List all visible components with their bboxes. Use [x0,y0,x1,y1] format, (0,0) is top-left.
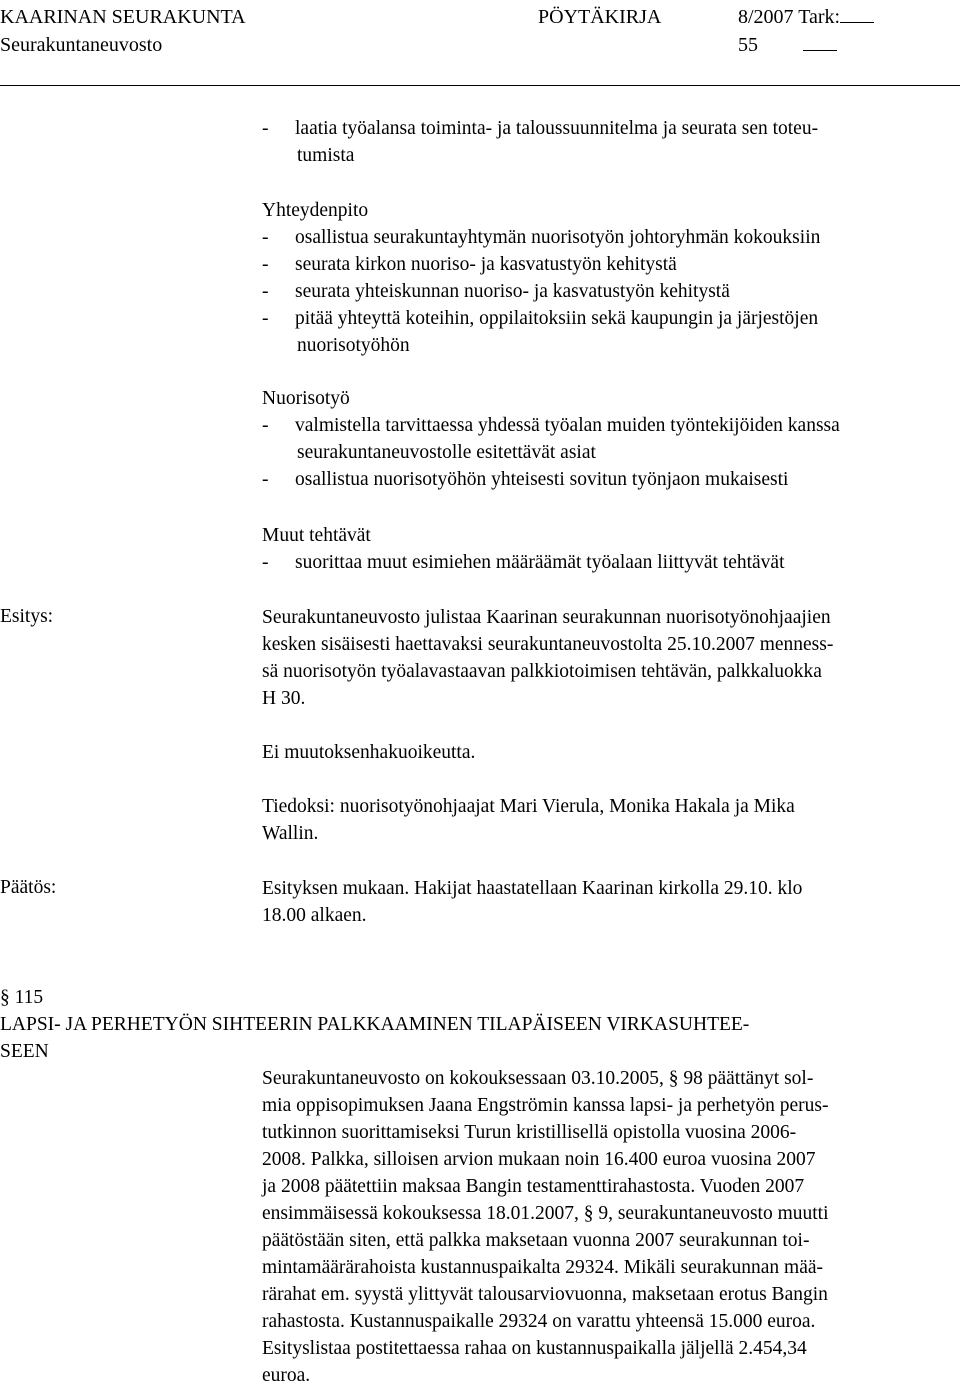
header-page [738,32,837,58]
paragraph-line: ensimmäisessä kokouksessa 18.01.2007, § 9, seurakuntaneuvosto muutti [262,1203,829,1224]
paragraph-line: sä nuorisotyön työalavastaavan palkkiotoimisen tehtävän, palkkaluokka [262,661,822,682]
section-yhteydenpito [262,197,820,359]
esitys-label: Esitys: [0,606,54,627]
paragraph-line: Seurakuntaneuvosto on kokouksessaan 03.10.2005, § 98 päättänyt sol- [262,1068,814,1089]
paragraph-line: päätöstään siten, että palkka maksetaan vuonna 2007 seurakunnan toi- [262,1230,810,1251]
header-doc-type: PÖYTÄKIRJA [538,6,662,28]
header-number-text: 8/2007 Tark: [738,6,841,28]
tiedoksi-line: Wallin. [262,823,319,844]
esitys-body [262,604,833,712]
tark-blank [840,4,874,23]
no-appeal-text: Ei muutoksenhakuoikeutta. [262,742,476,763]
paragraph-line: euroa. [262,1365,311,1386]
tiedoksi-line: Tiedoksi: nuorisotyönohjaajat Mari Vierula, Monika Hakala ja Mika [262,796,795,817]
section-muut [262,522,785,576]
tiedoksi [262,793,795,847]
section-115-heading [0,984,749,1065]
paragraph-line: rärahat em. syystä ylittyvät talousarviovuonna, maksetaan erotus Bangin [262,1284,828,1305]
section-title: LAPSI- JA PERHETYÖN SIHTEERIN PALKKAAMINEN TILAPÄISEEN VIRKASUHTEE- [0,1014,750,1035]
duties-top [262,115,818,169]
paragraph-line: mia oppisopimuksen Jaana Engströmin kanssa lapsi- ja perhetyön perus- [262,1095,829,1116]
header-number [738,4,874,30]
header-rule [0,85,960,86]
paragraph-line: mintamäärärahoista kustannuspaikalta 29324. Mikäli seurakunnan mää- [262,1257,823,1278]
paragraph-line: tutkinnon suorittamiseksi Turun kristillisellä opistolla vuosina 2006- [262,1122,797,1143]
list-item: - osallistua seurakuntayhtymän nuorisotyön johtoryhmän kokouksiin [262,227,821,248]
list-item-continuation: nuorisotyöhön [297,335,410,356]
section-title: Yhteydenpito [262,200,369,221]
paragraph-line: Seurakuntaneuvosto julistaa Kaarinan seurakunnan nuorisotyönohjaajien [262,607,831,628]
list-item: - valmistella tarvittaessa yhdessä työalan muiden työntekijöiden kanssa [262,415,840,436]
paragraph-line: rahastosta. Kustannuspaikalle 29324 on varattu yhteensä 15.000 euroa. [262,1311,816,1332]
section-number: § 115 [0,987,44,1008]
paragraph-line: Esityksen mukaan. Hakijat haastatellaan Kaarinan kirkolla 29.10. klo [262,878,803,899]
list-item: - suorittaa muut esimiehen määräämät työalaan liittyvät tehtävät [262,552,785,573]
no-appeal [262,739,475,766]
section-title: Muut tehtävät [262,525,371,546]
header-page-number: 55 [738,34,758,56]
paragraph-line: Esityslistaa postitettaessa rahaa on kustannuspaikalla jäljellä 2.454,34 [262,1338,807,1359]
list-item-continuation: seurakuntaneuvostolle esitettävät asiat [297,442,596,463]
list-item: - seurata yhteiskunnan nuoriso- ja kasvatustyön kehitystä [262,281,730,302]
list-item-continuation: tumista [297,145,355,166]
paatos-body [262,875,802,929]
paragraph-line: ja 2008 päätettiin maksaa Bangin testamenttirahastosta. Vuoden 2007 [262,1176,805,1197]
list-item: - osallistua nuorisotyöhön yhteisesti sovitun työnjaon mukaisesti [262,469,789,490]
paragraph-line: H 30. [262,688,306,709]
header-parish: KAARINAN SEURAKUNTA [0,6,246,28]
paatos-label: Päätös: [0,877,57,898]
section-nuorisotyo [262,385,840,493]
section-115-body [262,1065,829,1389]
list-item: - laatia työalansa toiminta- ja taloussuunnitelma ja seurata sen toteu- [262,118,819,139]
paragraph-line: 18.00 alkaen. [262,905,367,926]
list-item: - pitää yhteyttä koteihin, oppilaitoksiin sekä kaupungin ja järjestöjen [262,308,819,329]
paragraph-line: kesken sisäisesti haettavaksi seurakuntaneuvostolta 25.10.2007 menness- [262,634,834,655]
section-title-continuation: SEEN [0,1041,49,1062]
header-body: Seurakuntaneuvosto [0,34,163,56]
paragraph-line: 2008. Palkka, silloisen arvion mukaan noin 16.400 euroa vuosina 2007 [262,1149,816,1170]
list-item: - seurata kirkon nuoriso- ja kasvatustyön kehitystä [262,254,677,275]
section-title: Nuorisotyö [262,388,350,409]
page-blank [803,32,837,51]
